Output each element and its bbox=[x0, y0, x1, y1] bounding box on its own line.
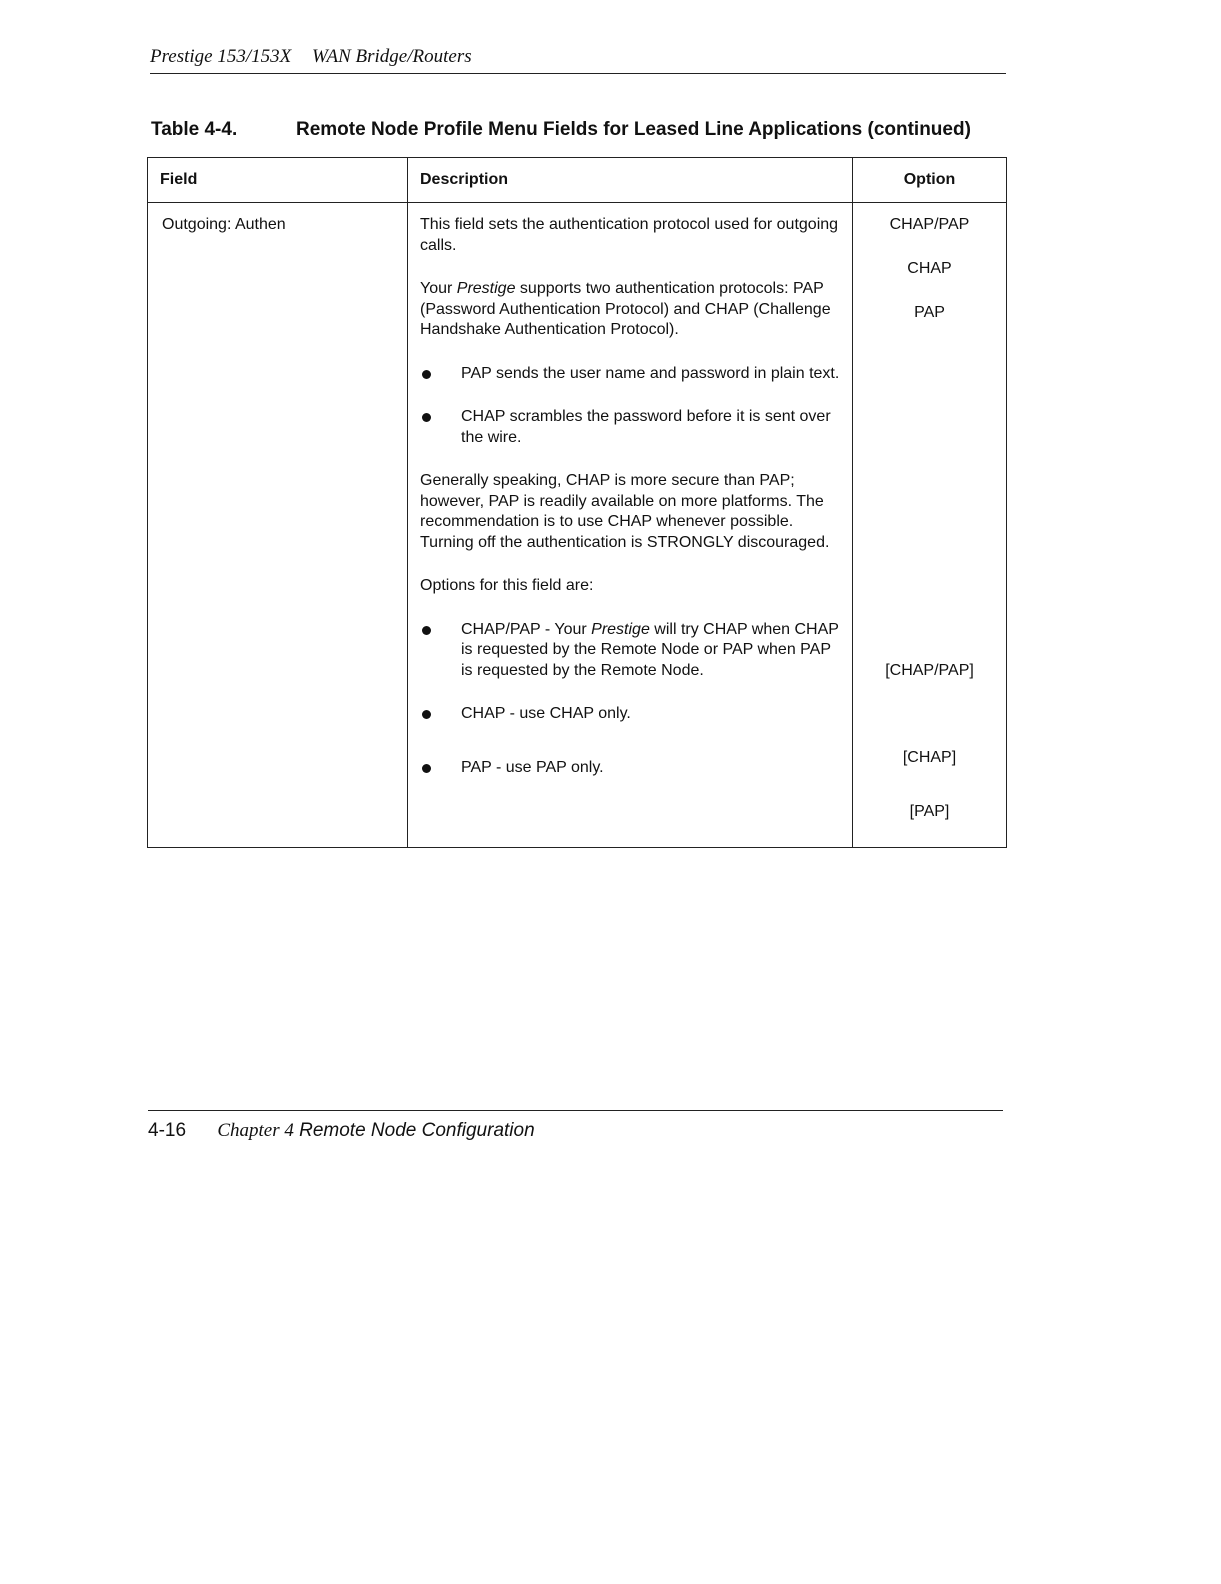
option-chappap-emphasis: Prestige bbox=[591, 620, 650, 638]
header-model: Prestige 153/153X bbox=[150, 46, 292, 67]
table-row bbox=[148, 203, 1007, 848]
header-product: WAN Bridge/Routers bbox=[312, 46, 472, 67]
column-header-field: Field bbox=[148, 158, 408, 203]
running-footer bbox=[148, 1110, 1003, 1144]
bullet-icon bbox=[422, 370, 431, 379]
option-bracket-chappap: [CHAP/PAP] bbox=[885, 662, 974, 679]
bullet-chap bbox=[420, 407, 842, 448]
option-chappap-text bbox=[461, 620, 842, 682]
desc-support-pre: Your bbox=[420, 280, 457, 297]
table-number: Table 4-4. bbox=[151, 119, 238, 140]
option-pap-text: PAP - use PAP only. bbox=[461, 758, 604, 776]
field-cell: Outgoing: Authen bbox=[148, 203, 408, 848]
option-chap-text: CHAP - use CHAP only. bbox=[461, 705, 631, 722]
table-header-row bbox=[148, 158, 1007, 203]
bullet-icon bbox=[422, 413, 431, 422]
desc-support-emphasis: Prestige bbox=[456, 280, 516, 297]
bullet-icon bbox=[422, 764, 431, 773]
desc-support-post: supports two authentication protocols: PAP (Password Authentication Protocol) and CHAP (Challenge Handshake Authentication Protocol). bbox=[420, 280, 831, 338]
bullet-icon bbox=[422, 626, 431, 635]
option-value-pap: PAP bbox=[914, 304, 945, 321]
bullet-pap-text: PAP sends the user name and password in plain text. bbox=[461, 364, 840, 382]
option-chappap-post: will try CHAP when CHAP is requested by the Remote Node or PAP when PAP is requested by the Remote Node. bbox=[461, 620, 839, 679]
footer-title: Remote Node Configuration bbox=[299, 1120, 535, 1141]
footer-chapter: Chapter 4 bbox=[217, 1120, 294, 1141]
column-header-option: Option bbox=[853, 158, 1007, 203]
page-number: 4-16 bbox=[148, 1120, 187, 1141]
desc-general: Generally speaking, CHAP is more secure than PAP; however, PAP is readily available on more platforms. The recommendation is to use CHAP whenever possible. Turning off the authentication is STRONGLY discouraged. bbox=[420, 472, 830, 551]
bullet-option-chappap bbox=[420, 620, 842, 682]
table-title: Remote Node Profile Menu Fields for Leased Line Applications (continued) bbox=[296, 119, 971, 140]
bullet-pap bbox=[420, 364, 842, 385]
running-header bbox=[150, 44, 1006, 74]
table-caption bbox=[151, 117, 971, 143]
option-bracket-chap: [CHAP] bbox=[902, 749, 957, 766]
bullet-icon bbox=[422, 710, 431, 719]
description-cell bbox=[408, 203, 853, 848]
bullet-option-pap bbox=[420, 758, 842, 779]
desc-options-intro: Options for this field are: bbox=[420, 577, 594, 594]
field-table bbox=[147, 157, 1007, 848]
desc-intro: This field sets the authentication protocol used for outgoing calls. bbox=[420, 216, 839, 254]
option-cell bbox=[853, 203, 1007, 848]
option-value-chap: CHAP bbox=[907, 260, 952, 277]
desc-support bbox=[420, 279, 842, 341]
column-header-description: Description bbox=[408, 158, 853, 203]
bullet-option-chap bbox=[420, 704, 842, 725]
option-bracket-pap: [PAP] bbox=[909, 803, 950, 820]
option-chappap-pre: CHAP/PAP - Your bbox=[461, 620, 592, 638]
option-value-chappap: CHAP/PAP bbox=[889, 216, 970, 233]
bullet-chap-text: CHAP scrambles the password before it is sent over the wire. bbox=[461, 408, 831, 446]
